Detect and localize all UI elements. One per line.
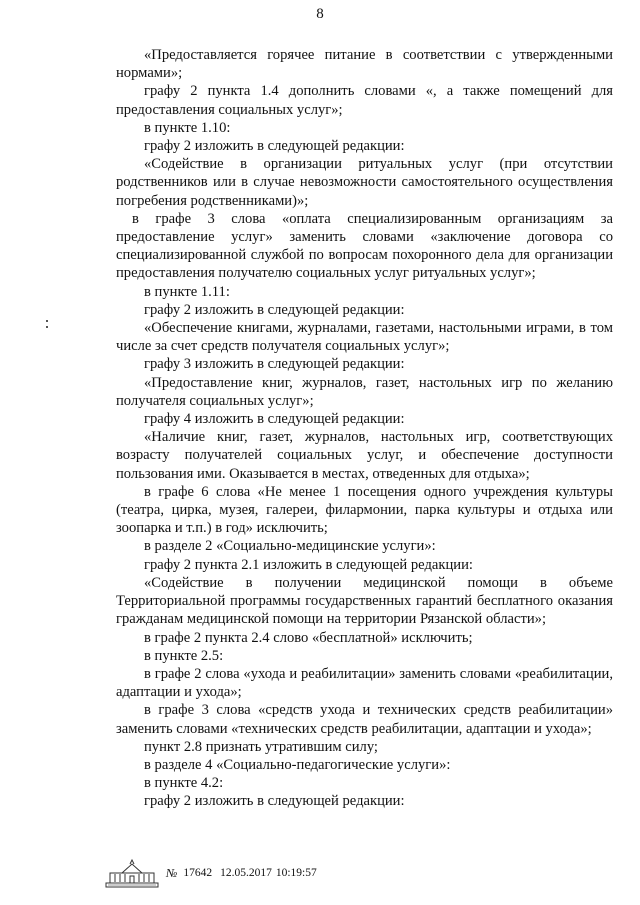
registration-date: 12.05.2017 — [220, 867, 272, 879]
paragraph: графу 3 изложить в следующей редакции: — [144, 356, 405, 373]
paragraph: в графе 3 слова «оплата специализированным организациям за предоставление услуг» заменить словами «заключение договора со специализированной службой по вопросам похоронного дела для организации предоставления получателю социальных услуг ритуальных услуг»; — [116, 210, 613, 282]
paragraph: «Содействие в получении медицинской помощи в объеме Территориальной программы государственных гарантий бесплатного оказания гражданам медицинской помощи на территории Рязанской области»; — [116, 574, 613, 628]
paragraph: в графе 2 слова «ухода и реабилитации» заменить словами «реабилитации, адаптации и ухода»; — [116, 665, 613, 701]
paragraph: в разделе 2 «Социально-медицинские услуги»: — [144, 538, 436, 555]
paragraph: в графе 6 слова «Не менее 1 посещения одного учреждения культуры (театра, цирка, музея, галереи, филармонии, парка культуры и отдыха или зоопарка и т.п.) в год» исключить; — [116, 483, 613, 537]
paragraph: «Предоставление книг, журналов, газет, настольных игр по желанию получателя социальных услуг»; — [116, 374, 613, 409]
margin-mark — [46, 320, 49, 334]
paragraph: в разделе 4 «Социально-педагогические услуги»: — [144, 756, 451, 773]
paragraph: «Предоставляется горячее питание в соответствии с утвержденными нормами»; — [116, 47, 613, 82]
registration-time: 10:19:57 — [275, 867, 317, 879]
document-footer — [104, 857, 317, 889]
page-number: 8 — [316, 6, 324, 22]
paragraph: графу 2 пункта 1.4 дополнить словами «, а также помещений для предоставления социальных услуг»; — [116, 83, 613, 118]
number-sign: № — [166, 865, 178, 880]
building-logo-icon — [104, 857, 160, 889]
paragraph: в пункте 1.11: — [144, 283, 230, 300]
paragraph: графу 2 изложить в следующей редакции: — [144, 301, 405, 318]
paragraph: графу 4 изложить в следующей редакции: — [144, 411, 405, 428]
document-body — [116, 46, 613, 811]
paragraph: пункт 2.8 признать утратившим силу; — [144, 738, 378, 755]
paragraph: в пункте 4.2: — [144, 775, 224, 792]
paragraph: «Содействие в организации ритуальных услуг (при отсутствии родственников или в случае невозможности самостоятельного осуществления погребения родственниками)»; — [116, 156, 613, 209]
registration-stamp — [166, 866, 317, 881]
document-number: 17642 — [183, 867, 213, 879]
paragraph: «Наличие книг, газет, журналов, настольных игр, соответствующих возрасту получателей социальных услуг, и обеспечение доступности пользования ими. Оказывается в местах, отведенных для отдыха»; — [116, 429, 613, 482]
paragraph: в пункте 2.5: — [144, 647, 224, 664]
paragraph: в графе 3 слова «средств ухода и технических средств реабилитации» заменить словами «технических средств реабилитации, адаптации и ухода»; — [116, 702, 613, 737]
paragraph: графу 2 пункта 2.1 изложить в следующей редакции: — [144, 556, 473, 573]
paragraph: «Обеспечение книгами, журналами, газетами, настольными играми, в том числе за счет средств получателя социальных услуг»; — [116, 320, 613, 355]
paragraph: в графе 2 пункта 2.4 слово «бесплатной» исключить; — [144, 629, 473, 646]
paragraph: в пункте 1.10: — [144, 119, 231, 136]
paragraph: графу 2 изложить в следующей редакции: — [144, 138, 405, 155]
paragraph: графу 2 изложить в следующей редакции: — [144, 793, 405, 810]
